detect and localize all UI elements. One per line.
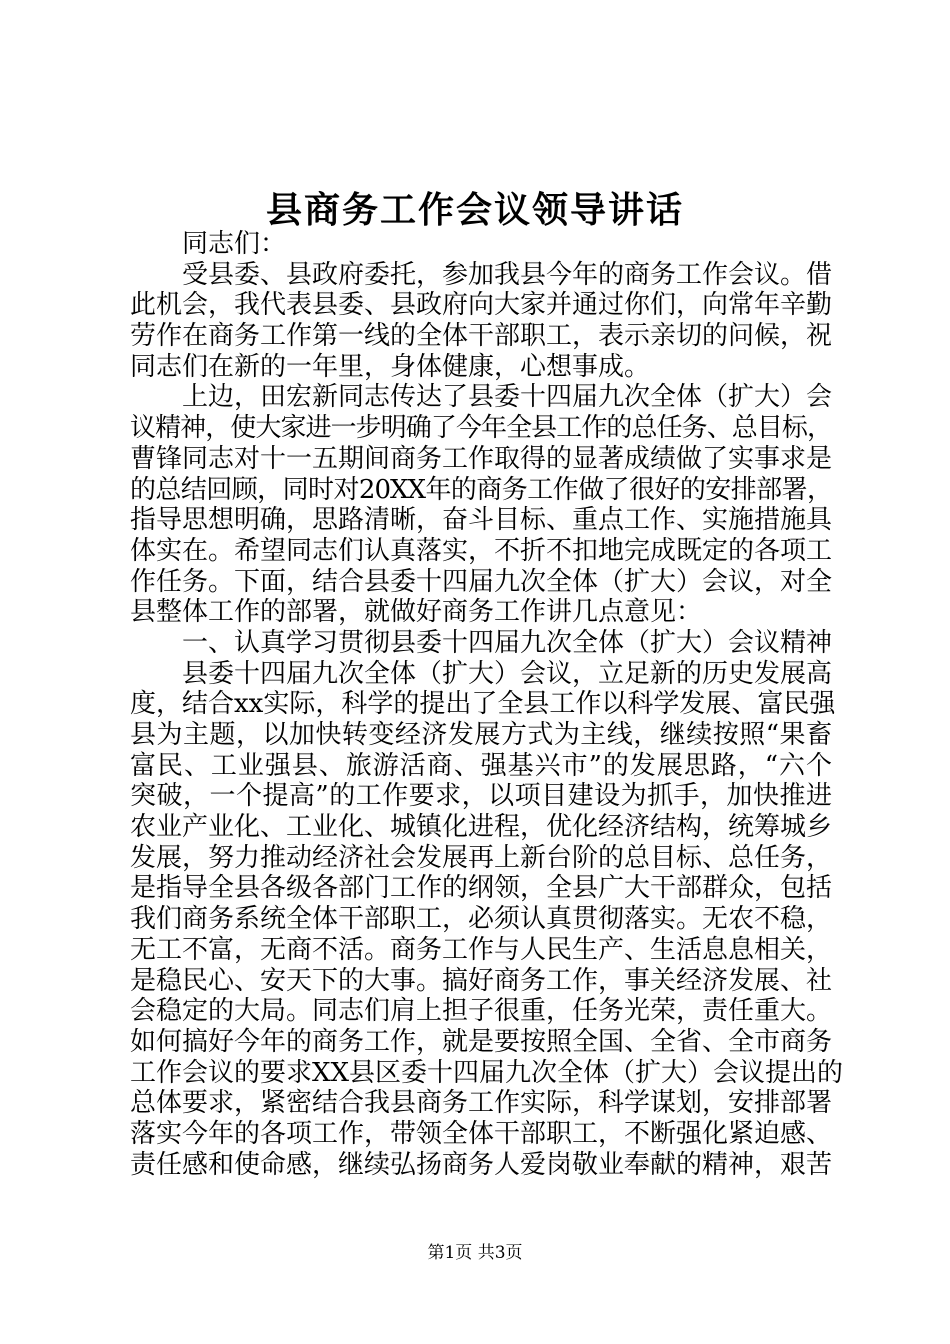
section-heading: 一、认真学习贯彻县委十四届九次全体（扩大）会议精神	[182, 627, 833, 658]
text-line: 会稳定的大局。同志们肩上担子很重，任务光荣，责任重大。	[130, 996, 833, 1027]
text-line: 度，结合xx实际，科学的提出了全县工作以科学发展、富民强	[130, 689, 836, 720]
text-line: 的总结回顾，同时对20XX年的商务工作做了很好的安排部署，	[130, 474, 832, 505]
text-line: 总体要求，紧密结合我县商务工作实际，科学谋划，安排部署	[130, 1088, 833, 1119]
text-line: 发展，努力推动经济社会发展再上新台阶的总目标、总任务，	[130, 842, 833, 873]
text-line: 富民、工业强县、旅游活商、强基兴市”的发展思路，“六个	[130, 750, 832, 781]
text-line: 责任感和使命感，继续弘扬商务人爱岗敬业奉献的精神，艰苦	[130, 1149, 833, 1180]
text-line: 同志们在新的一年里，身体健康，心想事成。	[130, 351, 651, 382]
document-title: 县商务工作会议领导讲话	[265, 189, 684, 231]
text-line: 是稳民心、安天下的大事。搞好商务工作，事关经济发展、社	[130, 965, 833, 996]
text-line: 无工不富，无商不活。商务工作与人民生产、生活息息相关，	[130, 934, 833, 965]
salutation-line: 同志们：	[182, 229, 287, 259]
text-line: 县委十四届九次全体（扩大）会议，立足新的历史发展高	[182, 658, 833, 689]
text-line: 县为主题，以加快转变经济发展方式为主线，继续按照“果畜	[130, 720, 832, 750]
text-line: 县整体工作的部署，就做好商务工作讲几点意见：	[130, 597, 703, 628]
page-number-footer: 第1页 共3页	[427, 1243, 523, 1263]
text-line: 如何搞好今年的商务工作，就是要按照全国、全省、全市商务	[130, 1026, 833, 1057]
text-line: 作任务。下面，结合县委十四届九次全体（扩大）会议，对全	[130, 566, 833, 597]
text-line: 突破，一个提高”的工作要求，以项目建设为抓手，加快推进	[130, 781, 832, 812]
text-line: 指导思想明确，思路清晰，奋斗目标、重点工作、实施措施具	[130, 505, 833, 536]
text-line: 受县委、县政府委托，参加我县今年的商务工作会议。借	[182, 259, 833, 290]
text-line: 上边，田宏新同志传达了县委十四届九次全体（扩大）会	[182, 382, 833, 413]
text-line: 工作会议的要求XX县区委十四届九次全体（扩大）会议提出的	[130, 1057, 844, 1088]
text-line: 是指导全县各级各部门工作的纲领，全县广大干部群众，包括	[130, 873, 833, 904]
text-line: 体实在。希望同志们认真落实，不折不扣地完成既定的各项工	[130, 535, 833, 566]
text-line: 我们商务系统全体干部职工，必须认真贯彻落实。无农不稳，	[130, 904, 833, 935]
document-body	[130, 229, 844, 1180]
text-line: 曹锋同志对十一五期间商务工作取得的显著成绩做了实事求是	[130, 443, 833, 474]
text-line: 此机会，我代表县委、县政府向大家并通过你们，向常年辛勤	[130, 290, 833, 321]
text-line: 议精神，使大家进一步明确了今年全县工作的总任务、总目标，	[130, 413, 832, 444]
text-line: 农业产业化、工业化、城镇化进程，优化经济结构，统筹城乡	[130, 812, 833, 843]
text-line: 落实今年的各项工作，带领全体干部职工，不断强化紧迫感、	[130, 1118, 833, 1149]
text-line: 劳作在商务工作第一线的全体干部职工，表示亲切的问候，祝	[130, 321, 833, 352]
